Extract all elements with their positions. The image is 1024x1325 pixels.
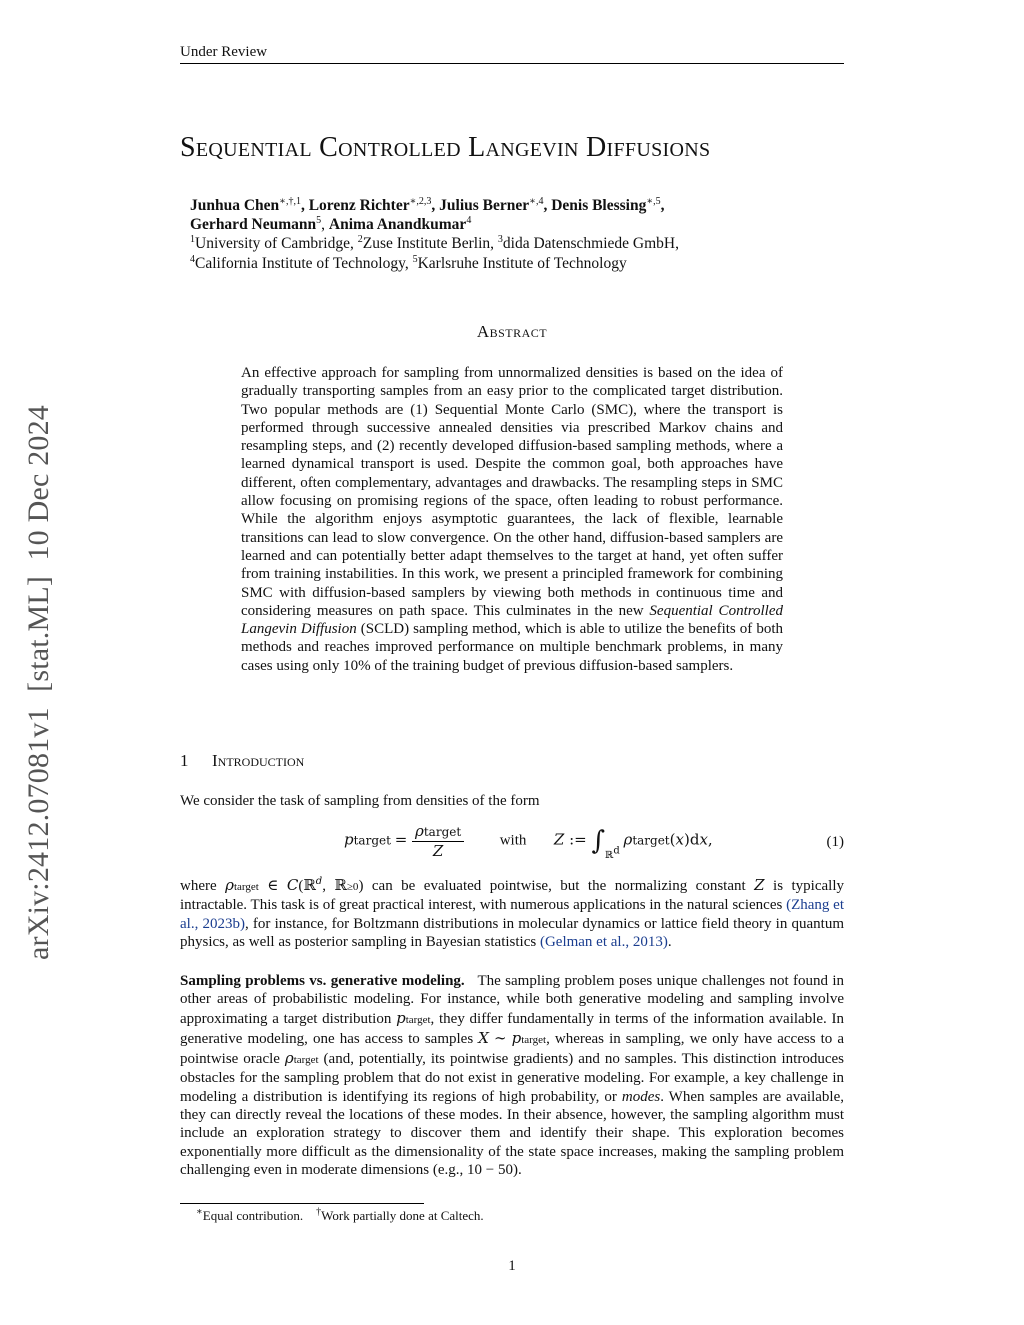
equation-number: (1)	[826, 834, 844, 850]
equation-1	[180, 820, 844, 870]
running-head: Under Review	[180, 44, 844, 64]
intro-paragraph-2: Sampling problems vs. generative modeling. The sampling problem poses unique challenges not found in other areas of probabilistic modeling. For instance, while both generative modeling and sampling involve approximating a target distribution ptarget, they differ fundamentally in terms of the information available. In generative modeling, one has access to samples X ∼ ptarget, whereas in sampling, we only have access to a pointwise oracle ρtarget (and, potentially, its pointwise gradients) and no samples. This distinction introduces obstacles for the sampling problem that do not exist in generative modeling. For example, a key challenge in modeling a distribution is identifying its regions of high probability, or modes. When samples are available, they can directly reveal the locations of these modes. In their absence, however, the sampling algorithm must include an exploration strategy to discover them and identify their shape. This exploration becomes exponentially more difficult as the dimensionality of the state space increases, making the sampling problem challenging even in moderate dimensions (e.g., 10 − 50).	[180, 973, 845, 1178]
arxiv-identifier	[22, 405, 56, 960]
paper-title: Sequential Controlled Langevin Diffusions	[180, 132, 711, 163]
equation-fraction: $\frac{\text{ρtarget}}{Z}$	[412, 822, 464, 860]
footnote: ∗Equal contribution. †Work partially done at Caltech.	[196, 1206, 484, 1223]
footnote-rule	[180, 1203, 424, 1204]
paragraph-heading: Sampling problems vs. generative modeling.	[180, 973, 465, 989]
section-heading-introduction	[180, 751, 304, 771]
arxiv-identifier-text: arXiv:2412.07081v1 [stat.ML] 10 Dec 2024	[22, 405, 55, 960]
affiliation-line-2: $^4$California Institute of Technology, $^5$Karlsruhe Institute of Technology	[190, 253, 627, 272]
citation-zhang-2023b[interactable]: (Zhang et al., 2023b)	[180, 897, 845, 932]
affiliation-line-1: $^1$University of Cambridge, $^2$Zuse Institute Berlin, $^3$dida Datenschmiede GmbH,	[190, 233, 679, 252]
equation-body: ptarget = $\frac{\text{ρtarget}}{Z}$ with Z := $\int_{ℝ^d}$ ρtarget(x)dx,	[344, 822, 713, 862]
section-number: 1	[180, 751, 189, 770]
authors-line-2: Gerhard Neumann$^5$, Anima Anandkumar$^4$	[190, 214, 472, 233]
section-title: Introduction	[212, 751, 305, 770]
author-block	[190, 196, 810, 274]
citation-gelman-2013[interactable]: (Gelman et al., 2013)	[539, 933, 668, 950]
authors-line-1: Junhua Chen$^{∗,\dagger,1}$, Lorenz Richter$^{∗,2,3}$, Julius Berner$^{∗,4}$, Denis Blessing$^{∗,5}$,	[190, 195, 665, 214]
abstract-body: An effective approach for sampling from unnormalized densities is based on the idea of gradually transporting samples from an easy prior to the complicated target distribution. Two popular methods are (1) Sequential Monte Carlo (SMC), where the transport is performed through successive annealed densities via prescribed Markov chains and resampling steps, and (2) recently developed diffusion-based sampling methods, where a learned dynamical transport is used. Despite the common goal, both approaches have different, often complementary, advantages and drawbacks. The resampling steps in SMC allow focusing on promising regions of the space, often leading to robust performance. While the algorithm enjoys asymptotic guarantees, the lack of flexible, learnable transitions can lead to slow convergence. On the other hand, diffusion-based samplers are learned and can potentially better adapt themselves to the target at hand, yet often suffer from training instabilities. In this work, we present a principled framework for combining SMC with diffusion-based samplers by viewing both methods in continuous time and considering measures on path space. This culminates in the new Sequential Controlled Langevin Diffusion (SCLD) sampling method, which is able to utilize the benefits of both methods and reaches improved performance on multiple benchmark problems, in many cases using only 10% of the training budget of previous diffusion-based samplers.	[241, 365, 784, 674]
abstract-heading: Abstract	[476, 322, 548, 341]
intro-sentence: We consider the task of sampling from densities of the form	[180, 793, 540, 809]
page-number: 1	[508, 1258, 516, 1274]
intro-paragraph-1: where ρtarget ∈ C(ℝ$^d$, ℝ≥0) can be evaluated pointwise, but the normalizing constant Z is typically intractable. This task is of great practical interest, with numerous applications in the natural sciences (Zhang et al., 2023b), for instance, for Boltzmann distributions in molecular dynamics or lattice field theory in quantum physics, as well as posterior sampling in Bayesian statistics (Gelman et al., 2013).	[180, 876, 845, 950]
